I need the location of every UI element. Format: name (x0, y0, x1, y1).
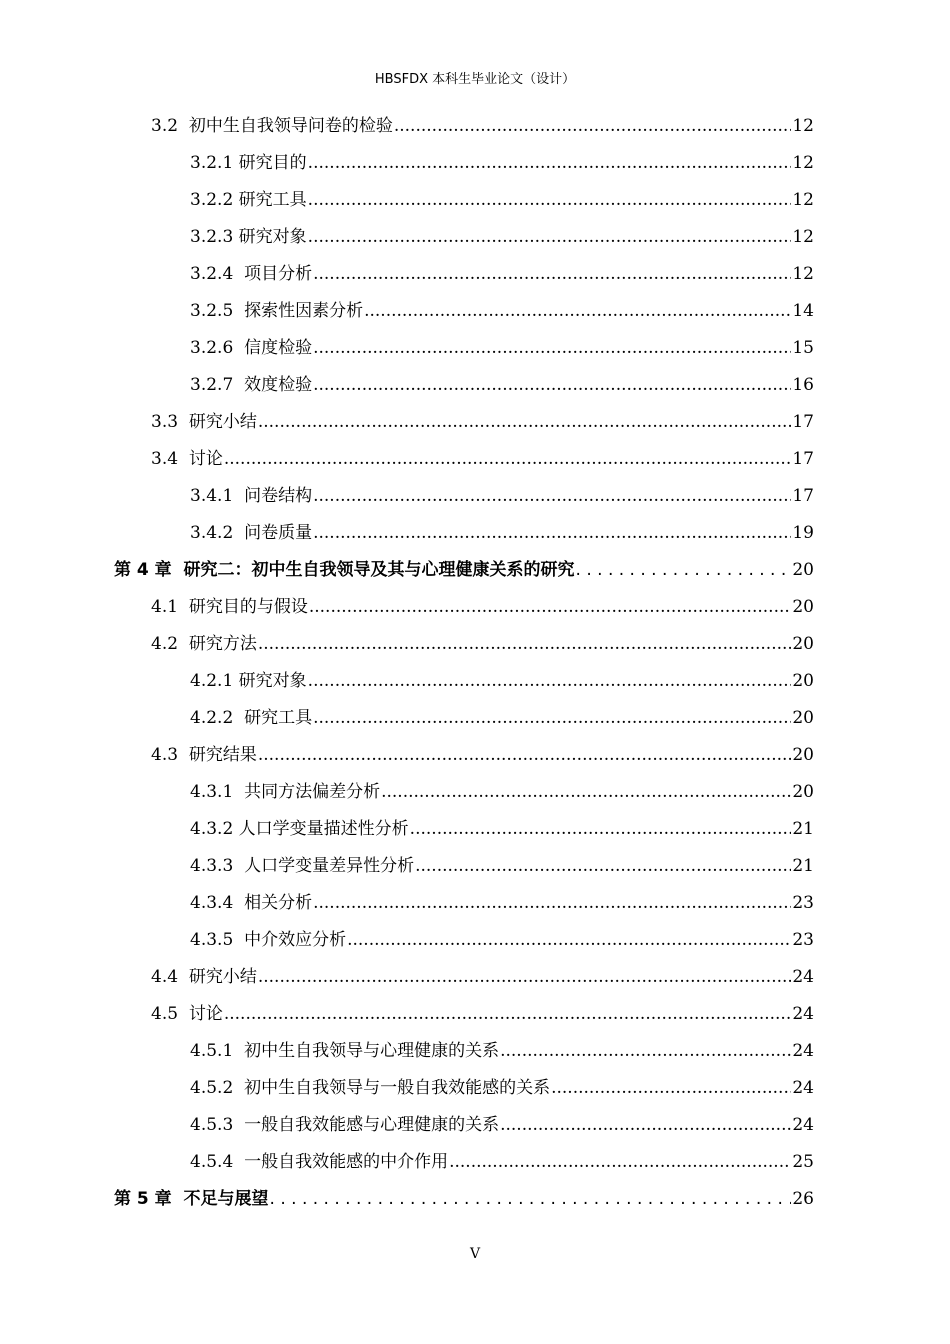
toc-entry-title: 人口学变量差异性分析 (244, 856, 415, 876)
toc-entry[interactable] (190, 885, 814, 922)
toc-entry-title: 研究工具 (244, 708, 313, 728)
toc-entry[interactable] (190, 1107, 814, 1144)
toc-entry-page: 25 (792, 1152, 814, 1172)
toc-entry[interactable] (190, 145, 814, 182)
page-header: HBSFDX 本科生毕业论文（设计） (374, 72, 576, 87)
toc-entry-number: 4.5.2 (190, 1078, 245, 1098)
toc-entry[interactable] (190, 1070, 814, 1107)
toc-entry-number: 3.2.6 (190, 338, 245, 358)
toc-entry-page: 20 (792, 782, 814, 802)
toc-dot-leader (500, 1107, 791, 1144)
toc-entry-page: 21 (792, 856, 814, 876)
toc-entry[interactable] (190, 367, 814, 404)
toc-entry-page: 17 (792, 486, 814, 506)
toc-dot-leader (313, 885, 791, 922)
toc-entry[interactable] (190, 330, 814, 367)
toc-entry-title: 讨论 (188, 1004, 223, 1024)
toc-entry-number: 3.4.1 (190, 486, 245, 506)
toc-entry-number: 3.4.2 (190, 523, 245, 543)
toc-entry-title: 研究目的与假设 (188, 597, 308, 617)
toc-entry-title: 研究方法 (188, 634, 257, 654)
toc-entry-title: 研究小结 (188, 967, 257, 987)
toc-entry-page: 24 (792, 1078, 814, 1098)
toc-dot-leader (270, 1181, 792, 1218)
toc-entry-page: 12 (792, 227, 814, 247)
toc-dot-leader (308, 182, 792, 219)
toc-entry-number: 4.5.3 (190, 1115, 245, 1135)
toc-entry-title: 研究二：初中生自我领导及其与心理健康关系的研究 (183, 560, 575, 580)
toc-entry-number: 4.5.4 (190, 1152, 245, 1172)
toc-entry-page: 21 (792, 819, 814, 839)
toc-entry-page: 20 (792, 560, 814, 580)
toc-entry-page: 16 (792, 375, 814, 395)
toc-entry[interactable] (151, 108, 814, 145)
toc-entry-page: 24 (792, 967, 814, 987)
toc-entry-title: 相关分析 (244, 893, 313, 913)
toc-entry-title: 研究对象 (238, 671, 307, 691)
toc-entry-title: 效度检验 (244, 375, 313, 395)
toc-entry[interactable] (190, 256, 814, 293)
toc-entry-page: 24 (792, 1115, 814, 1135)
toc-entry-title: 中介效应分析 (244, 930, 347, 950)
toc-dot-leader (347, 922, 791, 959)
toc-entry[interactable] (190, 293, 814, 330)
toc-entry-number: 3.3 (151, 412, 189, 432)
toc-entry-title: 信度检验 (244, 338, 313, 358)
toc-entry-page: 15 (792, 338, 814, 358)
toc-dot-leader (313, 478, 791, 515)
toc-entry[interactable] (114, 552, 814, 589)
toc-dot-leader (313, 330, 791, 367)
toc-dot-leader (258, 737, 792, 774)
toc-entry[interactable] (114, 1181, 814, 1218)
toc-entry-number: 3.2.2 (190, 190, 239, 210)
toc-entry-number: 4.4 (151, 967, 189, 987)
toc-entry[interactable] (190, 1144, 814, 1181)
toc-entry-page: 23 (792, 893, 814, 913)
toc-dot-leader (500, 1033, 791, 1070)
toc-entry-page: 17 (792, 449, 814, 469)
toc-entry[interactable] (151, 959, 814, 996)
toc-entry-number: 4.3.1 (190, 782, 245, 802)
toc-entry-page: 24 (792, 1004, 814, 1024)
toc-dot-leader (258, 959, 792, 996)
toc-dot-leader (308, 219, 792, 256)
toc-entry-title: 探索性因素分析 (244, 301, 364, 321)
toc-entry[interactable] (190, 182, 814, 219)
toc-entry-page: 20 (792, 671, 814, 691)
toc-entry-title: 研究结果 (188, 745, 257, 765)
toc-entry[interactable] (190, 219, 814, 256)
toc-dot-leader (449, 1144, 791, 1181)
toc-entry[interactable] (190, 663, 814, 700)
toc-entry-number: 4.2.2 (190, 708, 245, 728)
toc-dot-leader (415, 848, 791, 885)
toc-entry-number: 3.4 (151, 449, 189, 469)
toc-entry-title: 问卷质量 (244, 523, 313, 543)
toc-entry-title: 不足与展望 (183, 1189, 269, 1209)
toc-entry[interactable] (151, 737, 814, 774)
toc-entry[interactable] (190, 515, 814, 552)
toc-entry-page: 26 (792, 1189, 814, 1209)
toc-entry-title: 项目分析 (244, 264, 313, 284)
toc-entry[interactable] (190, 478, 814, 515)
toc-dot-leader (313, 256, 791, 293)
toc-dot-leader (551, 1070, 791, 1107)
toc-entry-title: 研究目的 (238, 153, 307, 173)
toc-entry[interactable] (190, 774, 814, 811)
toc-entry-title: 一般自我效能感与心理健康的关系 (244, 1115, 500, 1135)
toc-entry-number: 4.1 (151, 597, 189, 617)
toc-entry-number: 3.2.3 (190, 227, 239, 247)
toc-dot-leader (576, 552, 792, 589)
toc-dot-leader (394, 108, 792, 145)
page-number: V (469, 1246, 481, 1262)
toc-entry-number: 4.2 (151, 634, 189, 654)
toc-entry[interactable] (151, 626, 814, 663)
toc-entry-number: 第 5 章 (114, 1189, 184, 1209)
toc-entry-number: 4.5.1 (190, 1041, 245, 1061)
toc-entry-number: 4.3.5 (190, 930, 245, 950)
toc-entry-title: 初中生自我领导与一般自我效能感的关系 (244, 1078, 551, 1098)
toc-entry-page: 12 (792, 190, 814, 210)
toc-entry-page: 19 (792, 523, 814, 543)
toc-entry-page: 12 (792, 264, 814, 284)
toc-dot-leader (313, 367, 791, 404)
toc-entry-number: 4.5 (151, 1004, 189, 1024)
toc-dot-leader (224, 996, 792, 1033)
toc-entry-number: 4.2.1 (190, 671, 239, 691)
toc-dot-leader (308, 663, 792, 700)
toc-entry-title: 研究小结 (188, 412, 257, 432)
toc-entry-number: 4.3.2 (190, 819, 239, 839)
toc-dot-leader (258, 626, 792, 663)
toc-entry-number: 4.3.3 (190, 856, 245, 876)
toc-entry-page: 20 (792, 597, 814, 617)
toc-entry[interactable] (190, 700, 814, 737)
toc-dot-leader (309, 589, 792, 626)
toc-dot-leader (308, 145, 792, 182)
toc-dot-leader (313, 700, 791, 737)
toc-entry-title: 初中生自我领导与心理健康的关系 (244, 1041, 500, 1061)
toc-dot-leader (258, 404, 792, 441)
toc-entry-page: 20 (792, 708, 814, 728)
toc-entry-title: 一般自我效能感的中介作用 (244, 1152, 449, 1172)
toc-entry-number: 3.2 (151, 116, 189, 136)
toc-entry-page: 14 (792, 301, 814, 321)
toc-entry-title: 初中生自我领导问卷的检验 (188, 116, 393, 136)
toc-entry-title: 问卷结构 (244, 486, 313, 506)
toc-entry-page: 24 (792, 1041, 814, 1061)
toc-entry-number: 3.2.5 (190, 301, 245, 321)
toc-entry-page: 17 (792, 412, 814, 432)
toc-entry-title: 讨论 (188, 449, 223, 469)
toc-entry[interactable] (151, 589, 814, 626)
toc-dot-leader (381, 774, 791, 811)
toc-entry-title: 研究对象 (238, 227, 307, 247)
toc-dot-leader (313, 515, 791, 552)
toc-entry-page: 20 (792, 745, 814, 765)
toc-entry[interactable] (190, 922, 814, 959)
toc-entry[interactable] (151, 404, 814, 441)
toc-entry[interactable] (151, 441, 814, 478)
toc-entry-number: 第 4 章 (114, 560, 184, 580)
toc-entry-title: 研究工具 (238, 190, 307, 210)
toc-dot-leader (410, 811, 792, 848)
toc-entry-page: 20 (792, 634, 814, 654)
toc-entry[interactable] (190, 1033, 814, 1070)
toc-entry[interactable] (151, 996, 814, 1033)
toc-entry-title: 人口学变量描述性分析 (238, 819, 409, 839)
toc-dot-leader (364, 293, 791, 330)
toc-entry-page: 12 (792, 116, 814, 136)
toc-entry-number: 3.2.4 (190, 264, 245, 284)
toc-entry[interactable] (190, 811, 814, 848)
toc-entry-title: 共同方法偏差分析 (244, 782, 381, 802)
toc-entry-number: 4.3.4 (190, 893, 245, 913)
toc-entry[interactable] (190, 848, 814, 885)
toc-entry-page: 12 (792, 153, 814, 173)
toc-entry-number: 3.2.1 (190, 153, 239, 173)
toc-dot-leader (224, 441, 792, 478)
toc-entry-number: 4.3 (151, 745, 189, 765)
toc-entry-page: 23 (792, 930, 814, 950)
toc-entry-number: 3.2.7 (190, 375, 245, 395)
